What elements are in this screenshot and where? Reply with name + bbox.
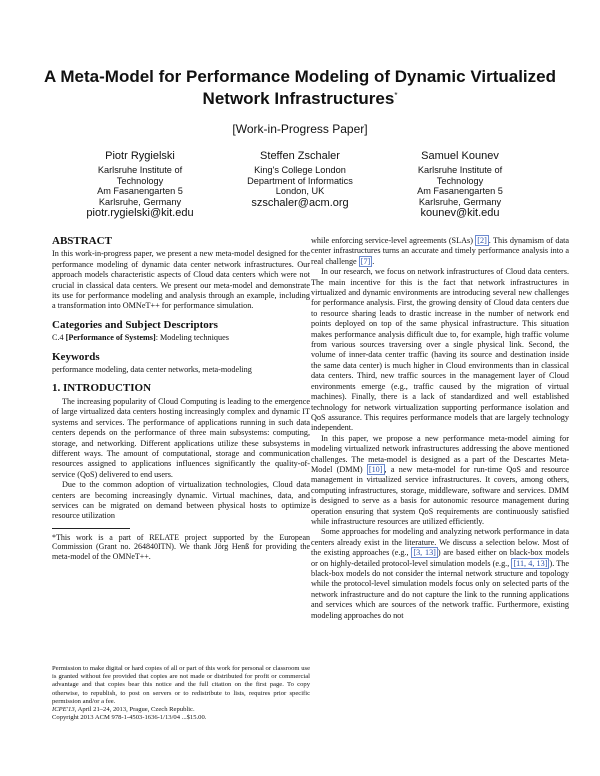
text-run: ) are based either on black-box models or on highly-detailed protocol-level simulation models (e.g.,: [311, 548, 570, 568]
author-email: piotr.rygielski@kit.edu: [86, 207, 194, 219]
categories-heading: Categories and Subject Descriptors: [52, 318, 218, 331]
text-run: .: [372, 256, 375, 266]
right-paragraph-3: [311, 434, 569, 528]
author-2: [220, 150, 380, 220]
category-code: C.4: [52, 333, 64, 343]
author-name: Samuel Kounev: [421, 150, 499, 162]
author-affiliation-line: Karlsruhe Institute of: [97, 165, 183, 175]
author-affiliation-line: Karlsruhe, Germany: [418, 196, 502, 207]
paper-title: [40, 66, 560, 110]
author-affiliation-line: Am Fasanengarten 5: [97, 186, 183, 196]
category-bold: [Performance of Systems]: [65, 333, 156, 343]
citation-link[interactable]: [10]: [368, 464, 383, 474]
permission-block: [52, 665, 310, 722]
intro-paragraph-2: Due to the common adoption of virtualization technologies, Cloud data centers are becoming increasingly dynamic. Virtual machines, data, and services can be migrated on demand between physical hosts to optimize resource utilization: [52, 480, 310, 521]
author-affiliation-line: King's College London: [254, 165, 346, 175]
author-affiliation-line: Technology: [116, 175, 164, 186]
author-email: szschaler@acm.org: [251, 196, 349, 209]
text-run: while enforcing service-level agreements (SLAs): [311, 236, 476, 245]
author-affiliation-line: Karlsruhe, Germany: [98, 196, 182, 207]
author-name: Piotr Rygielski: [105, 150, 175, 162]
footnote-divider: [52, 528, 130, 529]
text-run: Some approaches for modeling and analyzing network performance in data centers already exist in the literature. We discuss a selection below. Most of the existing approaches (e.g.,: [311, 527, 569, 558]
text-run: In this paper, we propose a new performance meta-model aiming for modeling virtualized network infrastructures addressing the above mentioned challenges. The meta-model is designed as a part of the Descartes Meta-Model (DMM): [311, 433, 569, 474]
keywords-heading: Keywords: [52, 350, 100, 363]
author-1: [60, 150, 220, 220]
venue-details: April 21–24, 2013, Prague, Czech Republic.: [76, 706, 195, 714]
copyright-line: Copyright 2013 ACM 978-1-4503-1636-1/13/04 ...$15.00.: [52, 714, 207, 722]
right-paragraph-2: In our research, we focus on network infrastructures of Cloud data centers. The main incentive for this is the fact that network infrastructures in virtualized and dynamic environments are introducing several new challenges for performance analysis. First, the growing density of Cloud data centers due to resource sharing leads to drastic increase in the number of network end points deployed on top of the same physical infrastructure. This situation makes performance analysis difficult due to, for example, high traffic volume from various sources traversing over a single physical link. Second, the volume of inner-data center traffic (having its source and destination inside the same data center) is much higher in Cloud environments than in classical data centers. Third, new traffic sources in the management layer of Cloud environments emerge (e.g., traffic caused by the migration of virtual machines). Finally, there is a lack of standardized and well established technology for network virtualization supporting performance isolation and QoS assurance. This requires performance models that are largely technology independent.: [311, 267, 569, 433]
author-affiliation-line: Department of Informatics: [247, 175, 353, 186]
title-footnote-mark: *: [394, 91, 398, 100]
citation-link[interactable]: [2]: [477, 236, 487, 245]
author-name: Steffen Zschaler: [260, 150, 340, 162]
category-rest: : Modeling techniques: [155, 333, 229, 343]
title-text: A Meta-Model for Performance Modeling of Dynamic Virtualized Network Infrastructures: [44, 67, 556, 108]
author-affiliation-line: Karlsruhe Institute of: [417, 165, 503, 175]
abstract-heading: ABSTRACT: [52, 235, 112, 247]
intro-paragraph-1: The increasing popularity of Cloud Computing is leading to the emergence of large virtualized data centers hosting increasingly complex and dynamic IT systems and services. The performance of applications running in such data centers depends on the performance of three main subsystems: computing, storage, and networking. Different applications utilize these subsystems in different ways. The amount of computational, storage and communication resources assigned to applications influences significantly the quality-of-service (QoS) delivered to end users.: [52, 396, 310, 479]
right-column: [311, 236, 569, 621]
author-affiliation-line: London, UK: [275, 186, 325, 196]
right-paragraph-1: [311, 236, 569, 267]
categories-text: [52, 333, 310, 343]
text-run: . This dynamism of data center infrastructures turns an accurate and timely performance analysis into a real challenge: [311, 236, 569, 266]
left-column: [52, 236, 310, 561]
citation-link[interactable]: [3, 13]: [413, 548, 436, 558]
abstract-text: In this work-in-progress paper, we present a new meta-model designed for the performance modeling of dynamic data center network infrastructures. Our approach models characteristic aspects of Cloud data centers which were not crucial in classical data centers. We present our meta-model and demonstrate its use for performance modeling and analysis through an example, including a transformation into OMNeT++ for performance simulation.: [52, 249, 310, 311]
citation-link[interactable]: [11, 4, 13]: [513, 558, 548, 568]
author-3: [380, 150, 540, 220]
venue-line: [52, 706, 310, 714]
right-paragraph-4: [311, 527, 569, 621]
author-block: [60, 150, 540, 220]
author-affiliation-line: Am Fasanengarten 5: [417, 186, 503, 196]
footnote-text: *This work is a part of RELATE project supported by the European Commission (Grant no. 264840ITN). We thank Jörg Henß for providing the meta-model of the OMNeT++.: [52, 532, 310, 561]
text-run: ). The black-box models do not consider the internal network structure and topology while the protocol-level simulation models focus only on selected parts of the network infrastructure and do not capture the link to the running applications and services which are sources of the network traffic. Furthermore, existing modeling approaches do not: [311, 558, 569, 620]
keywords-text: performance modeling, data center networks, meta-modeling: [52, 365, 252, 375]
author-affiliation-line: Technology: [436, 175, 484, 186]
paper-subtitle: [Work-in-Progress Paper]: [232, 122, 368, 136]
permission-text: Permission to make digital or hard copies of all or part of this work for personal or classroom use is granted without fee provided that copies are not made or distributed for profit or commercial advantage and that copies bear this notice and the full citation on the first page. To copy otherwise, to republish, to post on servers or to redistribute to lists, requires prior specific permission and/or a fee.: [52, 665, 310, 705]
author-email: kounev@kit.edu: [420, 207, 500, 219]
venue-name: ICPE'13,: [52, 706, 77, 714]
citation-link[interactable]: [7]: [360, 256, 371, 266]
text-run: , a new meta-model for run-time QoS and resource management in virtualized service infrastructures. It covers, among others, computing infrastructures, storage, middleware, software and services. DMM is designed to serve as a basis for autonomic resource management during operation ensuring that system QoS requirements are continuously satisfied while infrastructure resources are utilized efficiently.: [311, 464, 569, 526]
introduction-heading: 1. INTRODUCTION: [52, 382, 152, 395]
